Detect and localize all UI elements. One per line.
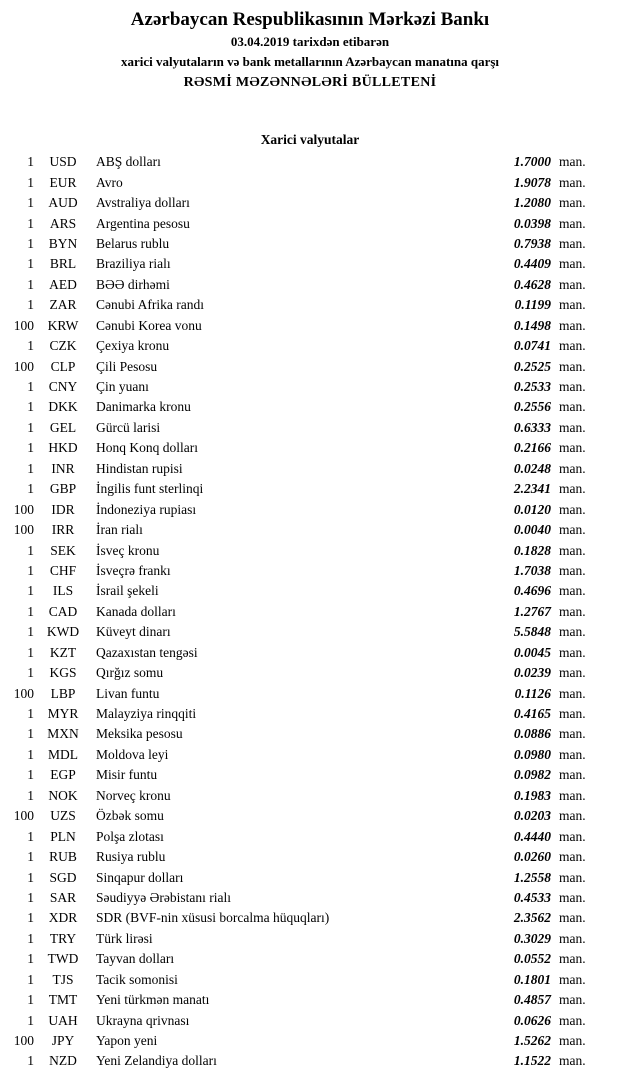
- table-row: [0, 622, 620, 642]
- table-row: [0, 1031, 620, 1051]
- cell-unit: man.: [559, 808, 586, 824]
- cell-currency-code: IRR: [51, 522, 75, 538]
- table-row: [0, 786, 620, 806]
- cell-currency-code: KWD: [46, 624, 80, 640]
- cell-unit: man.: [559, 297, 586, 313]
- page-title: Azərbaycan Respublikasının Mərkəzi Bankı: [130, 9, 490, 30]
- cell-currency-code: CZK: [49, 338, 77, 354]
- cell-rate: 1.5262: [513, 1033, 551, 1049]
- cell-quantity: 1: [27, 154, 34, 170]
- table-row: [0, 418, 620, 438]
- table-row: [0, 213, 620, 233]
- cell-currency-name: Tacik somonisi: [96, 971, 178, 987]
- table-row: [0, 867, 620, 887]
- table-row: [0, 193, 620, 213]
- cell-rate: 0.1126: [514, 685, 551, 701]
- cell-unit: man.: [559, 971, 586, 987]
- table-row: [0, 336, 620, 356]
- cell-currency-code: CAD: [48, 603, 78, 619]
- cell-quantity: 1: [27, 338, 34, 354]
- table-row: [0, 888, 620, 908]
- table-row: [0, 377, 620, 397]
- cell-rate: 0.1498: [513, 317, 551, 333]
- cell-currency-code: RUB: [49, 849, 77, 865]
- cell-quantity: 1: [27, 665, 34, 681]
- cell-rate: 0.4440: [513, 828, 551, 844]
- cell-rate: 0.0626: [513, 1012, 551, 1028]
- cell-currency-name: Qırğız somu: [96, 665, 164, 681]
- cell-quantity: 1: [27, 726, 34, 742]
- cell-currency-code: UAH: [48, 1012, 78, 1028]
- cell-rate: 1.2558: [513, 869, 551, 885]
- cell-currency-name: Danimarka kronu: [96, 399, 191, 415]
- cell-unit: man.: [559, 460, 586, 476]
- table-row: [0, 1051, 620, 1071]
- cell-quantity: 1: [27, 440, 34, 456]
- cell-rate: 1.7038: [513, 562, 551, 578]
- cell-rate: 0.0248: [513, 460, 551, 476]
- cell-currency-name: Özbək somu: [96, 808, 164, 824]
- cell-quantity: 1: [27, 542, 34, 558]
- cell-rate: 0.4628: [513, 276, 551, 292]
- cell-rate: 5.5848: [513, 624, 551, 640]
- rates-table: [0, 152, 620, 1072]
- cell-quantity: 100: [13, 358, 34, 374]
- table-row: [0, 397, 620, 417]
- cell-unit: man.: [559, 992, 586, 1008]
- cell-unit: man.: [559, 379, 586, 395]
- cell-currency-code: BRL: [49, 256, 77, 272]
- cell-rate: 0.2525: [513, 358, 551, 374]
- cell-rate: 0.3029: [513, 930, 551, 946]
- cell-currency-name: Avro: [96, 174, 123, 190]
- cell-currency-code: ARS: [49, 215, 77, 231]
- cell-currency-name: Honq Konq dolları: [96, 440, 198, 456]
- cell-rate: 0.0120: [513, 501, 551, 517]
- cell-quantity: 1: [27, 583, 34, 599]
- table-row: [0, 499, 620, 519]
- cell-currency-name: Çili Pesosu: [96, 358, 158, 374]
- cell-currency-code: KZT: [49, 644, 77, 660]
- cell-unit: man.: [559, 685, 586, 701]
- cell-currency-name: Cənubi Korea vonu: [96, 317, 202, 333]
- cell-currency-name: Meksika pesosu: [96, 726, 183, 742]
- cell-currency-code: NZD: [49, 1053, 77, 1069]
- table-row: [0, 806, 620, 826]
- cell-currency-name: Livan funtu: [96, 685, 160, 701]
- cell-unit: man.: [559, 644, 586, 660]
- table-row: [0, 316, 620, 336]
- cell-unit: man.: [559, 542, 586, 558]
- cell-quantity: 1: [27, 419, 34, 435]
- cell-rate: 2.3562: [513, 910, 551, 926]
- cell-quantity: 1: [27, 951, 34, 967]
- cell-currency-code: JPY: [51, 1033, 75, 1049]
- cell-unit: man.: [559, 665, 586, 681]
- cell-unit: man.: [559, 603, 586, 619]
- table-row: [0, 459, 620, 479]
- cell-rate: 0.0886: [513, 726, 551, 742]
- cell-rate: 0.4696: [513, 583, 551, 599]
- cell-rate: 0.2166: [513, 440, 551, 456]
- cell-rate: 0.0980: [513, 746, 551, 762]
- cell-currency-name: ABŞ dolları: [96, 154, 161, 170]
- cell-currency-code: USD: [49, 154, 77, 170]
- cell-currency-name: Ukrayna qrivnası: [96, 1012, 190, 1028]
- cell-currency-code: BYN: [48, 235, 78, 251]
- cell-currency-code: NOK: [48, 787, 78, 803]
- cell-unit: man.: [559, 154, 586, 170]
- cell-quantity: 100: [13, 1033, 34, 1049]
- cell-quantity: 100: [13, 685, 34, 701]
- cell-rate: 0.0982: [513, 767, 551, 783]
- cell-currency-name: Moldova leyi: [96, 746, 169, 762]
- cell-quantity: 1: [27, 644, 34, 660]
- cell-quantity: 1: [27, 787, 34, 803]
- cell-currency-name: Sinqapur dolları: [96, 869, 184, 885]
- table-row: [0, 479, 620, 499]
- cell-currency-name: Norveç kronu: [96, 787, 171, 803]
- table-row: [0, 683, 620, 703]
- cell-unit: man.: [559, 910, 586, 926]
- cell-rate: 2.2341: [513, 481, 551, 497]
- cell-currency-code: TMT: [48, 992, 78, 1008]
- cell-quantity: 100: [13, 522, 34, 538]
- table-row: [0, 561, 620, 581]
- cell-rate: 0.1828: [513, 542, 551, 558]
- cell-currency-code: ILS: [52, 583, 74, 599]
- cell-unit: man.: [559, 481, 586, 497]
- cell-unit: man.: [559, 174, 586, 190]
- cell-quantity: 1: [27, 930, 34, 946]
- table-row: [0, 908, 620, 928]
- cell-currency-code: TJS: [52, 971, 74, 987]
- table-row: [0, 438, 620, 458]
- cell-currency-code: KRW: [47, 317, 79, 333]
- cell-currency-code: EGP: [50, 767, 76, 783]
- cell-rate: 0.0552: [513, 951, 551, 967]
- cell-unit: man.: [559, 358, 586, 374]
- cell-currency-name: SDR (BVF-nin xüsusi borcalma hüquqları): [96, 910, 330, 926]
- cell-currency-name: Gürcü larisi: [96, 419, 161, 435]
- cell-currency-name: Yeni türkmən manatı: [96, 992, 210, 1008]
- cell-unit: man.: [559, 706, 586, 722]
- cell-quantity: 1: [27, 1012, 34, 1028]
- cell-currency-name: Hindistan rupisi: [96, 460, 183, 476]
- cell-unit: man.: [559, 317, 586, 333]
- cell-unit: man.: [559, 930, 586, 946]
- cell-rate: 0.0239: [513, 665, 551, 681]
- cell-quantity: 1: [27, 849, 34, 865]
- table-row: [0, 234, 620, 254]
- cell-unit: man.: [559, 235, 586, 251]
- cell-quantity: 100: [13, 808, 34, 824]
- cell-currency-name: Kanada dolları: [96, 603, 176, 619]
- cell-currency-name: Avstraliya dolları: [96, 195, 190, 211]
- cell-currency-code: ZAR: [49, 297, 77, 313]
- cell-currency-name: BƏƏ dirhəmi: [96, 276, 170, 292]
- cell-rate: 0.7938: [513, 235, 551, 251]
- cell-unit: man.: [559, 501, 586, 517]
- cell-rate: 0.0045: [513, 644, 551, 660]
- cell-currency-name: Yapon yeni: [96, 1033, 158, 1049]
- table-row: [0, 1010, 620, 1030]
- cell-unit: man.: [559, 522, 586, 538]
- cell-unit: man.: [559, 726, 586, 742]
- table-row: [0, 643, 620, 663]
- cell-quantity: 1: [27, 256, 34, 272]
- cell-currency-name: Qazaxıstan tengəsi: [96, 644, 198, 660]
- cell-currency-code: MXN: [47, 726, 79, 742]
- table-row: [0, 847, 620, 867]
- cell-unit: man.: [559, 583, 586, 599]
- cell-rate: 0.1801: [513, 971, 551, 987]
- cell-currency-name: Polşa zlotası: [96, 828, 164, 844]
- document-header: [0, 0, 620, 94]
- table-row: [0, 152, 620, 172]
- cell-rate: 0.2533: [513, 379, 551, 395]
- table-row: [0, 602, 620, 622]
- table-row: [0, 704, 620, 724]
- cell-quantity: 1: [27, 215, 34, 231]
- cell-quantity: 1: [27, 460, 34, 476]
- cell-unit: man.: [559, 256, 586, 272]
- cell-quantity: 1: [27, 379, 34, 395]
- cell-currency-name: Çin yuanı: [96, 379, 149, 395]
- table-row: [0, 929, 620, 949]
- cell-unit: man.: [559, 787, 586, 803]
- cell-rate: 1.9078: [513, 174, 551, 190]
- effective-date-line: 03.04.2019 tarixdən etibarən: [230, 34, 390, 49]
- cell-rate: 0.4409: [513, 256, 551, 272]
- table-row: [0, 254, 620, 274]
- cell-unit: man.: [559, 338, 586, 354]
- cell-rate: 1.1522: [513, 1053, 551, 1069]
- cell-unit: man.: [559, 195, 586, 211]
- cell-currency-code: AUD: [48, 195, 78, 211]
- cell-quantity: 1: [27, 235, 34, 251]
- cell-currency-code: EUR: [49, 174, 77, 190]
- cell-currency-name: İran rialı: [96, 522, 143, 538]
- cell-rate: 1.2080: [513, 195, 551, 211]
- table-row: [0, 172, 620, 192]
- table-row: [0, 949, 620, 969]
- cell-currency-code: CLP: [50, 358, 76, 374]
- cell-quantity: 1: [27, 706, 34, 722]
- cell-rate: 0.4857: [513, 992, 551, 1008]
- cell-quantity: 1: [27, 746, 34, 762]
- table-row: [0, 540, 620, 560]
- bulletin-title: RƏSMİ MƏZƏNNƏLƏRİ BÜLLETENİ: [183, 75, 437, 90]
- cell-unit: man.: [559, 746, 586, 762]
- cell-currency-code: AED: [49, 276, 77, 292]
- cell-currency-code: IDR: [51, 501, 75, 517]
- table-row: [0, 724, 620, 744]
- cell-quantity: 100: [13, 317, 34, 333]
- cell-unit: man.: [559, 1033, 586, 1049]
- cell-quantity: 100: [13, 501, 34, 517]
- cell-quantity: 1: [27, 992, 34, 1008]
- cell-currency-name: Misir funtu: [96, 767, 158, 783]
- cell-currency-name: Küveyt dinarı: [96, 624, 171, 640]
- cell-currency-code: HKD: [48, 440, 78, 456]
- cell-quantity: 1: [27, 276, 34, 292]
- cell-quantity: 1: [27, 399, 34, 415]
- cell-currency-code: GEL: [49, 419, 77, 435]
- cell-currency-name: Cənubi Afrika randı: [96, 297, 204, 313]
- cell-quantity: 1: [27, 174, 34, 190]
- cell-currency-code: MYR: [47, 706, 79, 722]
- cell-currency-code: XDR: [48, 910, 78, 926]
- cell-currency-code: MDL: [48, 746, 78, 762]
- cell-unit: man.: [559, 767, 586, 783]
- cell-quantity: 1: [27, 195, 34, 211]
- cell-currency-code: PLN: [50, 828, 76, 844]
- table-row: [0, 581, 620, 601]
- cell-quantity: 1: [27, 624, 34, 640]
- cell-unit: man.: [559, 1053, 586, 1069]
- cell-unit: man.: [559, 849, 586, 865]
- cell-currency-code: DKK: [48, 399, 78, 415]
- cell-currency-code: INR: [51, 460, 75, 476]
- cell-unit: man.: [559, 624, 586, 640]
- table-row: [0, 275, 620, 295]
- cell-currency-name: Səudiyyə Ərəbistanı rialı: [96, 889, 231, 905]
- cell-unit: man.: [559, 562, 586, 578]
- cell-currency-name: İngilis funt sterlinqi: [96, 481, 204, 497]
- cell-rate: 0.2556: [513, 399, 551, 415]
- cell-currency-name: Malayziya rinqqiti: [96, 706, 197, 722]
- table-row: [0, 520, 620, 540]
- cell-rate: 0.0040: [513, 522, 551, 538]
- cell-currency-name: Tayvan dolları: [96, 951, 175, 967]
- cell-currency-code: LBP: [50, 685, 76, 701]
- cell-quantity: 1: [27, 1053, 34, 1069]
- cell-unit: man.: [559, 276, 586, 292]
- cell-rate: 0.0398: [513, 215, 551, 231]
- cell-currency-code: UZS: [50, 808, 76, 824]
- cell-currency-name: Türk lirəsi: [96, 930, 153, 946]
- cell-unit: man.: [559, 828, 586, 844]
- cell-unit: man.: [559, 399, 586, 415]
- cell-quantity: 1: [27, 481, 34, 497]
- cell-currency-code: GBP: [49, 481, 77, 497]
- table-row: [0, 970, 620, 990]
- cell-rate: 1.7000: [513, 154, 551, 170]
- cell-currency-code: TWD: [47, 951, 79, 967]
- cell-rate: 1.2767: [513, 603, 551, 619]
- table-row: [0, 295, 620, 315]
- cell-currency-name: İsveçrə frankı: [96, 562, 171, 578]
- cell-rate: 0.6333: [513, 419, 551, 435]
- cell-currency-name: Braziliya rialı: [96, 256, 171, 272]
- cell-rate: 0.0203: [513, 808, 551, 824]
- cell-currency-name: İsveç kronu: [96, 542, 160, 558]
- cell-quantity: 1: [27, 767, 34, 783]
- cell-quantity: 1: [27, 297, 34, 313]
- cell-currency-name: Yeni Zelandiya dolları: [96, 1053, 217, 1069]
- cell-currency-name: İsrail şekeli: [96, 583, 159, 599]
- table-row: [0, 826, 620, 846]
- cell-currency-name: Argentina pesosu: [96, 215, 190, 231]
- table-row: [0, 745, 620, 765]
- cell-rate: 0.0741: [513, 338, 551, 354]
- cell-currency-name: Çexiya kronu: [96, 338, 170, 354]
- cell-currency-code: TRY: [49, 930, 77, 946]
- cell-currency-code: KGS: [49, 665, 77, 681]
- cell-unit: man.: [559, 869, 586, 885]
- cell-unit: man.: [559, 419, 586, 435]
- cell-quantity: 1: [27, 889, 34, 905]
- cell-currency-code: SEK: [50, 542, 76, 558]
- table-row: [0, 356, 620, 376]
- cell-unit: man.: [559, 215, 586, 231]
- cell-rate: 0.1983: [513, 787, 551, 803]
- cell-quantity: 1: [27, 603, 34, 619]
- cell-currency-name: Rusiya rublu: [96, 849, 166, 865]
- cell-rate: 0.0260: [513, 849, 551, 865]
- cell-rate: 0.4533: [513, 889, 551, 905]
- cell-currency-name: Belarus rublu: [96, 235, 170, 251]
- cell-unit: man.: [559, 889, 586, 905]
- cell-quantity: 1: [27, 828, 34, 844]
- cell-rate: 0.1199: [514, 297, 551, 313]
- cell-rate: 0.4165: [513, 706, 551, 722]
- cell-quantity: 1: [27, 562, 34, 578]
- table-row: [0, 765, 620, 785]
- cell-currency-code: SGD: [49, 869, 77, 885]
- section-title: Xarici valyutalar: [260, 132, 360, 147]
- cell-quantity: 1: [27, 869, 34, 885]
- cell-currency-name: İndoneziya rupiası: [96, 501, 197, 517]
- cell-unit: man.: [559, 440, 586, 456]
- cell-currency-code: CHF: [49, 562, 77, 578]
- subtitle-line: xarici valyutaların və bank metallarının Azərbaycan manatına qarşı: [120, 54, 500, 69]
- cell-quantity: 1: [27, 910, 34, 926]
- table-row: [0, 663, 620, 683]
- cell-currency-code: SAR: [49, 889, 77, 905]
- cell-quantity: 1: [27, 971, 34, 987]
- cell-unit: man.: [559, 951, 586, 967]
- cell-unit: man.: [559, 1012, 586, 1028]
- table-row: [0, 990, 620, 1010]
- cell-currency-code: CNY: [48, 379, 78, 395]
